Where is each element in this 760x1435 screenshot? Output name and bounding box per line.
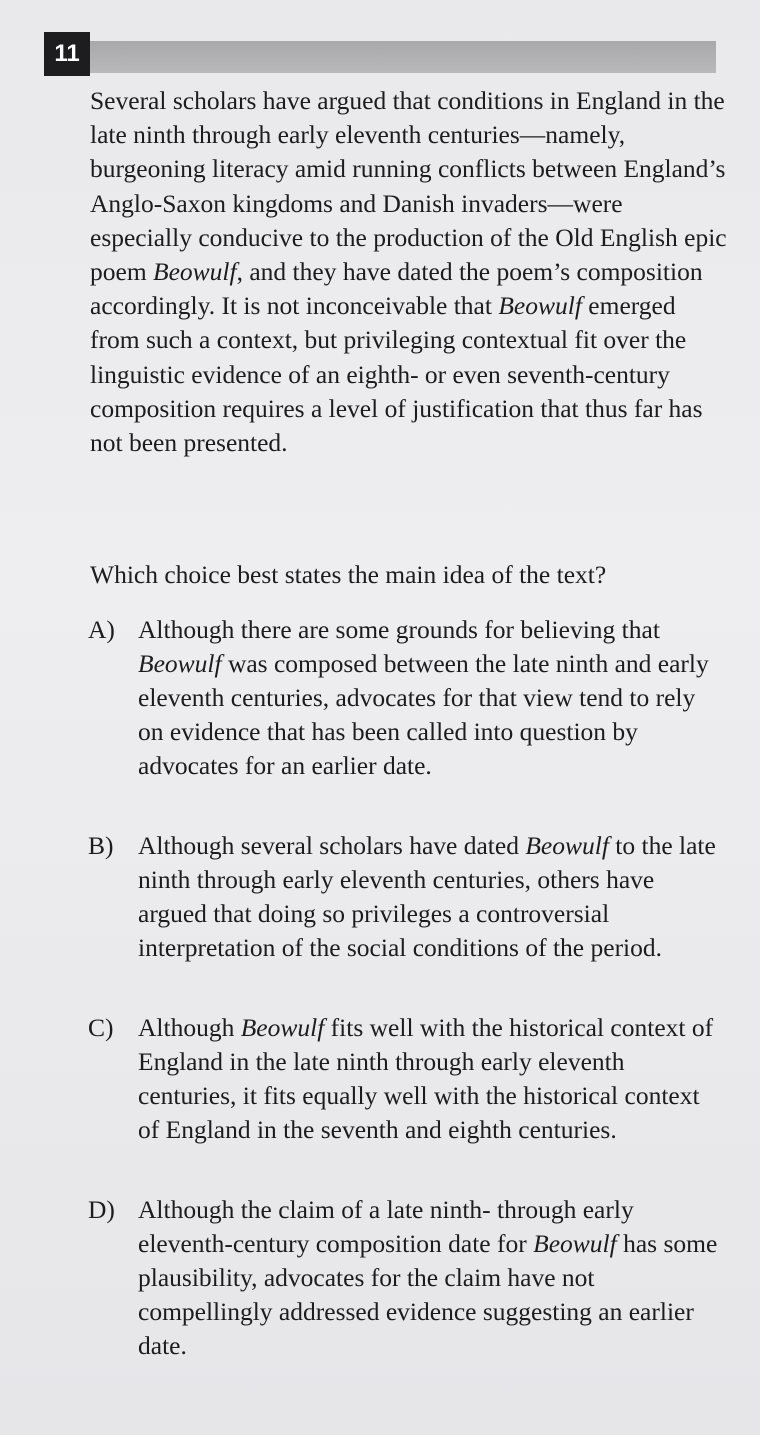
choice-title-italic: Beowulf: [525, 831, 609, 860]
answer-choice-a[interactable]: [88, 613, 718, 783]
choice-text: [138, 1193, 718, 1363]
answer-choice-d[interactable]: [88, 1193, 718, 1363]
choice-letter: A): [88, 615, 115, 644]
passage-title-italic: Beowulf: [498, 291, 582, 321]
passage-segment: , and they have dated the poem’s composition accordingly. It is not inconceivable that: [90, 257, 703, 321]
choice-segment: Although the claim of a late ninth- through early eleventh-century composition date for: [138, 1195, 634, 1258]
choice-letter: B): [88, 831, 114, 860]
question-prompt: Which choice best states the main idea of the text?: [90, 560, 607, 589]
choice-segment: to the late ninth through early eleventh centuries, others have argued that doing so privileges a controversial interpretation of the social conditions of the period.: [138, 831, 716, 962]
passage-segment: emerged from such a context, but privileging contextual fit over the linguistic evidence of an eighth- or even seventh-century composition requires a level of justification that thus far has not been presented.: [90, 291, 703, 458]
choice-letter: C): [88, 1013, 114, 1042]
choice-title-italic: Beowulf: [240, 1013, 325, 1042]
choice-title-italic: Beowulf: [533, 1229, 617, 1258]
choice-segment: was composed between the late ninth and early eleventh centuries, advocates for that view tend to rely on evidence that has been called into question by advocates for an earlier date.: [138, 649, 709, 780]
passage-text: [90, 84, 730, 460]
choice-title-italic: Beowulf: [138, 649, 222, 678]
choice-text: [138, 1011, 718, 1147]
choice-letter: D): [88, 1195, 115, 1224]
choice-text: [138, 829, 718, 965]
choice-segment: Although there are some grounds for believing that: [138, 615, 660, 644]
answer-choice-c[interactable]: [88, 1011, 718, 1147]
header-rule: [90, 41, 716, 73]
question-header: [44, 32, 716, 76]
choice-segment: has some plausibility, advocates for the claim have not compellingly addressed evidence suggesting an earlier date.: [138, 1229, 718, 1360]
answer-choice-b[interactable]: [88, 829, 718, 965]
passage-title-italic: Beowulf: [153, 257, 237, 287]
choice-segment: Although: [138, 1013, 241, 1042]
passage-segment: Several scholars have argued that conditions in England in the late ninth through early eleventh centuries—namely, burgeoning literacy amid running conflicts between England’s Anglo-Saxon kingdoms and Danish invaders—were especially conducive to the production of the Old English epic poem: [90, 86, 727, 287]
choice-text: [138, 613, 718, 783]
question-number-badge: 11: [44, 32, 90, 76]
choice-segment: Although several scholars have dated: [138, 831, 526, 860]
choice-segment: fits well with the historical context of England in the late ninth through early eleventh centuries, it fits equally well with the historical context of England in the seventh and eighth centuries.: [138, 1013, 714, 1144]
